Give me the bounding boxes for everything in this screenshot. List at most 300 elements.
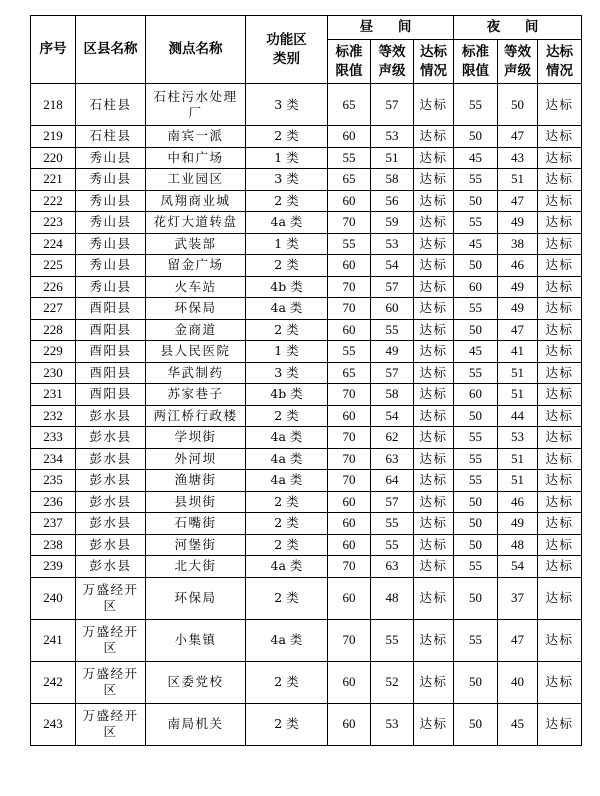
cell-night-status: 达标 xyxy=(538,190,582,212)
cell-night-status: 达标 xyxy=(538,577,582,619)
cell-night-status: 达标 xyxy=(538,233,582,255)
table-row xyxy=(31,577,582,619)
cell-day-status: 达标 xyxy=(414,212,454,234)
header-seq: 序号 xyxy=(31,16,76,84)
cell-seq: 229 xyxy=(31,341,76,363)
cell-night-status: 达标 xyxy=(538,341,582,363)
table-row xyxy=(31,448,582,470)
cell-zone: 4a 类 xyxy=(246,448,328,470)
cell-site: 县坝街 xyxy=(146,491,246,513)
cell-night-status: 达标 xyxy=(538,703,582,745)
cell-night-leq: 47 xyxy=(498,126,538,148)
cell-district: 秀山县 xyxy=(76,212,146,234)
cell-night-status: 达标 xyxy=(538,84,582,126)
cell-night-status: 达标 xyxy=(538,212,582,234)
cell-day-leq: 57 xyxy=(371,362,414,384)
cell-day-leq: 52 xyxy=(371,661,414,703)
cell-district: 酉阳县 xyxy=(76,341,146,363)
cell-site: 花灯大道转盘 xyxy=(146,212,246,234)
table-row xyxy=(31,513,582,535)
cell-seq: 243 xyxy=(31,703,76,745)
cell-seq: 220 xyxy=(31,147,76,169)
cell-day-std: 70 xyxy=(328,298,371,320)
cell-day-std: 60 xyxy=(328,513,371,535)
cell-day-std: 60 xyxy=(328,577,371,619)
cell-zone: 4b 类 xyxy=(246,384,328,406)
cell-day-leq: 53 xyxy=(371,126,414,148)
cell-district: 秀山县 xyxy=(76,147,146,169)
cell-night-status: 达标 xyxy=(538,169,582,191)
cell-night-std: 55 xyxy=(454,169,498,191)
cell-zone: 3 类 xyxy=(246,169,328,191)
cell-night-std: 55 xyxy=(454,448,498,470)
cell-night-status: 达标 xyxy=(538,319,582,341)
cell-day-std: 60 xyxy=(328,319,371,341)
table-row xyxy=(31,661,582,703)
cell-site: 两江桥行政楼 xyxy=(146,405,246,427)
cell-district: 彭水县 xyxy=(76,491,146,513)
cell-district: 酉阳县 xyxy=(76,384,146,406)
cell-site: 北大街 xyxy=(146,556,246,578)
cell-night-leq: 50 xyxy=(498,84,538,126)
table-row xyxy=(31,233,582,255)
cell-seq: 224 xyxy=(31,233,76,255)
cell-zone: 1 类 xyxy=(246,233,328,255)
cell-seq: 221 xyxy=(31,169,76,191)
cell-district: 酉阳县 xyxy=(76,319,146,341)
cell-site: 河堡街 xyxy=(146,534,246,556)
cell-day-status: 达标 xyxy=(414,577,454,619)
cell-day-status: 达标 xyxy=(414,233,454,255)
cell-day-leq: 55 xyxy=(371,513,414,535)
cell-site: 留金广场 xyxy=(146,255,246,277)
table-row xyxy=(31,491,582,513)
cell-seq: 222 xyxy=(31,190,76,212)
cell-night-status: 达标 xyxy=(538,491,582,513)
cell-zone: 4b 类 xyxy=(246,276,328,298)
cell-district: 彭水县 xyxy=(76,470,146,492)
cell-night-std: 50 xyxy=(454,491,498,513)
cell-night-leq: 49 xyxy=(498,513,538,535)
cell-night-leq: 54 xyxy=(498,556,538,578)
cell-site: 石柱污水处理厂 xyxy=(146,84,246,126)
cell-night-leq: 51 xyxy=(498,470,538,492)
cell-zone: 4a 类 xyxy=(246,556,328,578)
cell-site: 南宾一派 xyxy=(146,126,246,148)
cell-district: 石柱县 xyxy=(76,126,146,148)
cell-site: 火车站 xyxy=(146,276,246,298)
cell-day-leq: 60 xyxy=(371,298,414,320)
cell-day-leq: 59 xyxy=(371,212,414,234)
cell-day-std: 70 xyxy=(328,556,371,578)
cell-day-leq: 58 xyxy=(371,384,414,406)
header-night-leq: 等效声级 xyxy=(498,40,538,84)
cell-zone: 2 类 xyxy=(246,491,328,513)
cell-site: 区委党校 xyxy=(146,661,246,703)
cell-night-status: 达标 xyxy=(538,255,582,277)
cell-night-std: 50 xyxy=(454,190,498,212)
cell-night-std: 55 xyxy=(454,212,498,234)
cell-day-status: 达标 xyxy=(414,190,454,212)
cell-zone: 2 类 xyxy=(246,319,328,341)
cell-night-status: 达标 xyxy=(538,427,582,449)
cell-site: 金商道 xyxy=(146,319,246,341)
cell-day-leq: 57 xyxy=(371,84,414,126)
cell-night-std: 50 xyxy=(454,703,498,745)
cell-night-status: 达标 xyxy=(538,362,582,384)
cell-night-status: 达标 xyxy=(538,534,582,556)
cell-seq: 225 xyxy=(31,255,76,277)
noise-monitoring-table xyxy=(30,15,582,746)
cell-district: 万盛经开区 xyxy=(76,577,146,619)
cell-day-std: 70 xyxy=(328,212,371,234)
cell-seq: 231 xyxy=(31,384,76,406)
header-day: 昼 间 xyxy=(328,16,454,40)
cell-day-status: 达标 xyxy=(414,384,454,406)
cell-night-std: 50 xyxy=(454,534,498,556)
header-day-status: 达标情况 xyxy=(414,40,454,84)
cell-night-leq: 47 xyxy=(498,619,538,661)
cell-site: 县人民医院 xyxy=(146,341,246,363)
cell-day-std: 60 xyxy=(328,534,371,556)
cell-night-status: 达标 xyxy=(538,661,582,703)
cell-day-std: 55 xyxy=(328,341,371,363)
cell-night-leq: 48 xyxy=(498,534,538,556)
cell-day-status: 达标 xyxy=(414,556,454,578)
cell-night-std: 50 xyxy=(454,661,498,703)
cell-night-leq: 49 xyxy=(498,276,538,298)
table-row xyxy=(31,405,582,427)
cell-zone: 2 类 xyxy=(246,703,328,745)
cell-zone: 4a 类 xyxy=(246,619,328,661)
cell-zone: 2 类 xyxy=(246,405,328,427)
cell-day-status: 达标 xyxy=(414,619,454,661)
table-row xyxy=(31,190,582,212)
cell-day-std: 55 xyxy=(328,233,371,255)
cell-night-leq: 40 xyxy=(498,661,538,703)
cell-day-status: 达标 xyxy=(414,126,454,148)
cell-district: 彭水县 xyxy=(76,427,146,449)
table-row xyxy=(31,298,582,320)
cell-day-leq: 62 xyxy=(371,427,414,449)
cell-night-std: 60 xyxy=(454,276,498,298)
cell-night-leq: 47 xyxy=(498,190,538,212)
cell-day-std: 60 xyxy=(328,661,371,703)
cell-day-std: 70 xyxy=(328,276,371,298)
cell-day-status: 达标 xyxy=(414,276,454,298)
cell-night-std: 60 xyxy=(454,384,498,406)
cell-day-status: 达标 xyxy=(414,298,454,320)
cell-night-std: 55 xyxy=(454,84,498,126)
cell-day-status: 达标 xyxy=(414,362,454,384)
cell-site: 凤翔商业城 xyxy=(146,190,246,212)
cell-site: 小集镇 xyxy=(146,619,246,661)
cell-night-status: 达标 xyxy=(538,405,582,427)
cell-site: 外河坝 xyxy=(146,448,246,470)
cell-day-status: 达标 xyxy=(414,703,454,745)
cell-night-std: 50 xyxy=(454,513,498,535)
cell-day-leq: 51 xyxy=(371,147,414,169)
cell-night-std: 55 xyxy=(454,298,498,320)
header-site: 测点名称 xyxy=(146,16,246,84)
table-row xyxy=(31,147,582,169)
cell-seq: 238 xyxy=(31,534,76,556)
cell-site: 中和广场 xyxy=(146,147,246,169)
cell-seq: 242 xyxy=(31,661,76,703)
cell-night-status: 达标 xyxy=(538,448,582,470)
cell-day-leq: 48 xyxy=(371,577,414,619)
cell-night-leq: 43 xyxy=(498,147,538,169)
cell-site: 南局机关 xyxy=(146,703,246,745)
cell-seq: 241 xyxy=(31,619,76,661)
cell-site: 渔塘街 xyxy=(146,470,246,492)
table-row xyxy=(31,619,582,661)
cell-site: 工业园区 xyxy=(146,169,246,191)
cell-seq: 239 xyxy=(31,556,76,578)
table-row xyxy=(31,126,582,148)
cell-district: 酉阳县 xyxy=(76,298,146,320)
cell-night-status: 达标 xyxy=(538,470,582,492)
header-night-std: 标准限值 xyxy=(454,40,498,84)
cell-night-leq: 47 xyxy=(498,319,538,341)
cell-night-leq: 49 xyxy=(498,298,538,320)
cell-night-leq: 53 xyxy=(498,427,538,449)
cell-night-leq: 51 xyxy=(498,384,538,406)
cell-day-status: 达标 xyxy=(414,513,454,535)
cell-district: 石柱县 xyxy=(76,84,146,126)
cell-seq: 235 xyxy=(31,470,76,492)
cell-site: 华武制药 xyxy=(146,362,246,384)
cell-seq: 234 xyxy=(31,448,76,470)
table-row xyxy=(31,84,582,126)
cell-district: 彭水县 xyxy=(76,513,146,535)
cell-night-leq: 37 xyxy=(498,577,538,619)
cell-day-leq: 49 xyxy=(371,341,414,363)
cell-night-status: 达标 xyxy=(538,126,582,148)
cell-day-status: 达标 xyxy=(414,534,454,556)
cell-site: 环保局 xyxy=(146,298,246,320)
header-day-leq: 等效声级 xyxy=(371,40,414,84)
cell-night-leq: 38 xyxy=(498,233,538,255)
cell-day-std: 60 xyxy=(328,190,371,212)
cell-day-leq: 53 xyxy=(371,703,414,745)
cell-zone: 2 类 xyxy=(246,577,328,619)
cell-seq: 240 xyxy=(31,577,76,619)
cell-district: 彭水县 xyxy=(76,448,146,470)
cell-day-leq: 63 xyxy=(371,448,414,470)
cell-zone: 2 类 xyxy=(246,255,328,277)
table-row xyxy=(31,276,582,298)
cell-night-leq: 51 xyxy=(498,448,538,470)
cell-seq: 219 xyxy=(31,126,76,148)
cell-district: 彭水县 xyxy=(76,556,146,578)
cell-day-std: 70 xyxy=(328,448,371,470)
cell-day-std: 65 xyxy=(328,84,371,126)
cell-night-std: 50 xyxy=(454,577,498,619)
cell-night-status: 达标 xyxy=(538,556,582,578)
cell-day-std: 60 xyxy=(328,126,371,148)
cell-district: 万盛经开区 xyxy=(76,703,146,745)
cell-day-status: 达标 xyxy=(414,255,454,277)
cell-night-status: 达标 xyxy=(538,619,582,661)
cell-district: 酉阳县 xyxy=(76,362,146,384)
cell-site: 武装部 xyxy=(146,233,246,255)
cell-day-leq: 57 xyxy=(371,491,414,513)
cell-night-leq: 51 xyxy=(498,169,538,191)
cell-seq: 236 xyxy=(31,491,76,513)
cell-day-leq: 53 xyxy=(371,233,414,255)
header-zone: 功能区类别 xyxy=(246,16,328,84)
cell-day-leq: 64 xyxy=(371,470,414,492)
cell-night-leq: 46 xyxy=(498,491,538,513)
cell-district: 彭水县 xyxy=(76,405,146,427)
cell-night-std: 55 xyxy=(454,556,498,578)
cell-seq: 230 xyxy=(31,362,76,384)
cell-day-status: 达标 xyxy=(414,405,454,427)
cell-day-leq: 55 xyxy=(371,619,414,661)
cell-district: 秀山县 xyxy=(76,276,146,298)
cell-day-std: 65 xyxy=(328,169,371,191)
cell-day-leq: 58 xyxy=(371,169,414,191)
cell-night-std: 45 xyxy=(454,233,498,255)
cell-night-status: 达标 xyxy=(538,513,582,535)
cell-day-status: 达标 xyxy=(414,147,454,169)
cell-zone: 1 类 xyxy=(246,147,328,169)
cell-zone: 1 类 xyxy=(246,341,328,363)
cell-site: 苏家巷子 xyxy=(146,384,246,406)
cell-day-status: 达标 xyxy=(414,661,454,703)
cell-day-status: 达标 xyxy=(414,470,454,492)
cell-day-status: 达标 xyxy=(414,169,454,191)
table-row xyxy=(31,427,582,449)
table-row xyxy=(31,470,582,492)
cell-night-status: 达标 xyxy=(538,384,582,406)
cell-day-std: 60 xyxy=(328,703,371,745)
cell-night-std: 50 xyxy=(454,255,498,277)
cell-district: 秀山县 xyxy=(76,233,146,255)
cell-night-leq: 49 xyxy=(498,212,538,234)
cell-day-leq: 56 xyxy=(371,190,414,212)
cell-day-status: 达标 xyxy=(414,491,454,513)
cell-night-status: 达标 xyxy=(538,276,582,298)
cell-night-status: 达标 xyxy=(538,298,582,320)
cell-zone: 4a 类 xyxy=(246,470,328,492)
cell-night-leq: 46 xyxy=(498,255,538,277)
cell-day-leq: 54 xyxy=(371,255,414,277)
cell-zone: 2 类 xyxy=(246,534,328,556)
cell-day-std: 60 xyxy=(328,255,371,277)
cell-night-std: 50 xyxy=(454,319,498,341)
cell-day-status: 达标 xyxy=(414,448,454,470)
cell-day-status: 达标 xyxy=(414,341,454,363)
cell-day-std: 65 xyxy=(328,362,371,384)
cell-night-leq: 51 xyxy=(498,362,538,384)
cell-day-std: 60 xyxy=(328,491,371,513)
table-row xyxy=(31,556,582,578)
cell-zone: 2 类 xyxy=(246,190,328,212)
cell-day-std: 70 xyxy=(328,384,371,406)
cell-site: 学坝街 xyxy=(146,427,246,449)
table-row xyxy=(31,319,582,341)
cell-night-std: 50 xyxy=(454,126,498,148)
cell-zone: 4a 类 xyxy=(246,212,328,234)
cell-day-leq: 63 xyxy=(371,556,414,578)
cell-day-leq: 57 xyxy=(371,276,414,298)
cell-day-std: 70 xyxy=(328,427,371,449)
cell-day-status: 达标 xyxy=(414,319,454,341)
cell-day-std: 60 xyxy=(328,405,371,427)
cell-seq: 237 xyxy=(31,513,76,535)
cell-district: 万盛经开区 xyxy=(76,619,146,661)
cell-night-leq: 41 xyxy=(498,341,538,363)
cell-day-std: 70 xyxy=(328,470,371,492)
cell-zone: 2 类 xyxy=(246,126,328,148)
cell-district: 彭水县 xyxy=(76,534,146,556)
cell-district: 秀山县 xyxy=(76,169,146,191)
table-row xyxy=(31,255,582,277)
cell-zone: 2 类 xyxy=(246,661,328,703)
table-body xyxy=(31,84,582,746)
cell-seq: 227 xyxy=(31,298,76,320)
cell-zone: 3 类 xyxy=(246,362,328,384)
cell-seq: 226 xyxy=(31,276,76,298)
table-row xyxy=(31,169,582,191)
cell-night-std: 45 xyxy=(454,341,498,363)
cell-day-std: 70 xyxy=(328,619,371,661)
table-row xyxy=(31,384,582,406)
cell-day-status: 达标 xyxy=(414,84,454,126)
cell-seq: 218 xyxy=(31,84,76,126)
cell-seq: 223 xyxy=(31,212,76,234)
table-row xyxy=(31,703,582,745)
cell-day-leq: 55 xyxy=(371,534,414,556)
table-row xyxy=(31,212,582,234)
cell-night-std: 55 xyxy=(454,427,498,449)
cell-zone: 4a 类 xyxy=(246,427,328,449)
cell-seq: 232 xyxy=(31,405,76,427)
table-row xyxy=(31,341,582,363)
cell-night-std: 50 xyxy=(454,405,498,427)
header-district: 区县名称 xyxy=(76,16,146,84)
cell-day-leq: 55 xyxy=(371,319,414,341)
cell-night-std: 55 xyxy=(454,619,498,661)
cell-district: 万盛经开区 xyxy=(76,661,146,703)
cell-night-status: 达标 xyxy=(538,147,582,169)
header-night-status: 达标情况 xyxy=(538,40,582,84)
cell-day-leq: 54 xyxy=(371,405,414,427)
cell-seq: 233 xyxy=(31,427,76,449)
cell-zone: 4a 类 xyxy=(246,298,328,320)
table-row xyxy=(31,534,582,556)
cell-district: 秀山县 xyxy=(76,190,146,212)
header-night: 夜 间 xyxy=(454,16,582,40)
cell-district: 秀山县 xyxy=(76,255,146,277)
cell-site: 环保局 xyxy=(146,577,246,619)
cell-night-leq: 44 xyxy=(498,405,538,427)
cell-day-status: 达标 xyxy=(414,427,454,449)
cell-day-std: 55 xyxy=(328,147,371,169)
cell-site: 石嘴街 xyxy=(146,513,246,535)
cell-night-std: 45 xyxy=(454,147,498,169)
table-row xyxy=(31,362,582,384)
header-day-std: 标准限值 xyxy=(328,40,371,84)
cell-night-std: 55 xyxy=(454,362,498,384)
cell-seq: 228 xyxy=(31,319,76,341)
cell-zone: 3 类 xyxy=(246,84,328,126)
cell-zone: 2 类 xyxy=(246,513,328,535)
cell-night-std: 55 xyxy=(454,470,498,492)
cell-night-leq: 45 xyxy=(498,703,538,745)
